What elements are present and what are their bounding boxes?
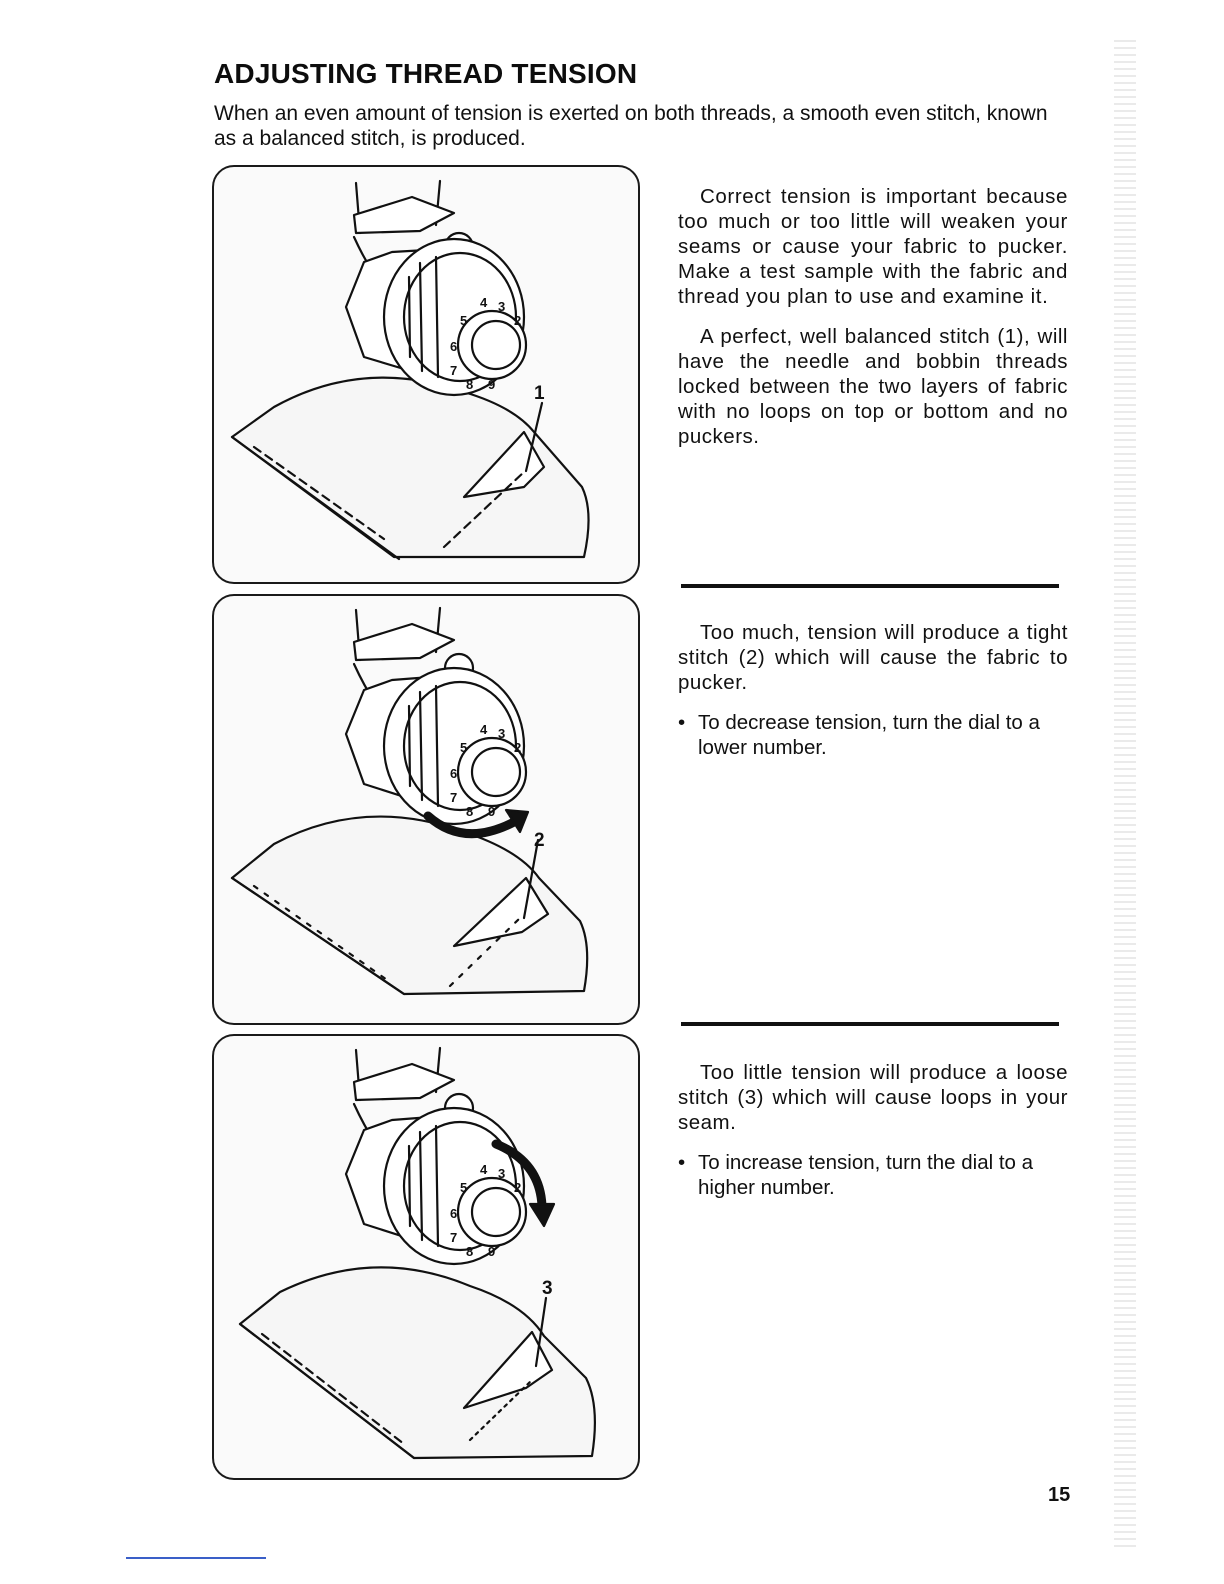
illustration-tight-stitch bbox=[212, 594, 640, 1025]
dial-number-2: 2 bbox=[514, 313, 522, 328]
dial-number-3: 3 bbox=[498, 726, 506, 741]
page-title: ADJUSTING THREAD TENSION bbox=[214, 58, 638, 89]
bottom-underline bbox=[126, 1557, 266, 1559]
dial-number-9: 9 bbox=[488, 1244, 496, 1259]
text-tight-stitch bbox=[678, 620, 1068, 760]
dial-number-5: 5 bbox=[460, 313, 468, 328]
intro-paragraph: When an even amount of tension is exerted on both threads, a smooth even stitch, known as a balanced stitch, is produced. bbox=[214, 102, 1048, 150]
tension-dial-illustration bbox=[214, 596, 638, 1023]
paragraph-balanced-stitch: A perfect, well balanced stitch (1), will have the needle and bobbin threads locked between the two layers of fabric with no loops on top or bottom and no puckers. bbox=[678, 325, 1068, 448]
dial-number-8: 8 bbox=[466, 1244, 474, 1259]
tension-dial-illustration bbox=[214, 167, 638, 582]
bullet-dot: • bbox=[678, 711, 686, 734]
bullet-decrease-text: To decrease tension, turn the dial to a lower number. bbox=[698, 711, 1040, 759]
dial-number-5: 5 bbox=[460, 740, 468, 755]
dial-number-2: 2 bbox=[514, 740, 522, 755]
dial-number-7: 7 bbox=[450, 790, 458, 805]
bullet-decrease-tension bbox=[678, 710, 1068, 760]
dial-number-4: 4 bbox=[480, 1162, 488, 1177]
dial-number-2: 2 bbox=[514, 1180, 522, 1195]
illustration-loose-stitch bbox=[212, 1034, 640, 1480]
section-divider-2 bbox=[681, 1022, 1059, 1026]
dial-number-6: 6 bbox=[450, 339, 458, 354]
illustration-balanced-stitch bbox=[212, 165, 640, 584]
callout-2: 2 bbox=[534, 830, 545, 851]
dial-number-9: 9 bbox=[488, 377, 496, 392]
dial-number-3: 3 bbox=[498, 1166, 506, 1181]
dial-number-4: 4 bbox=[480, 722, 488, 737]
bullet-increase-tension bbox=[678, 1150, 1068, 1200]
bullet-dot: • bbox=[678, 1151, 686, 1174]
paragraph-too-little-tension: Too little tension will produce a loose stitch (3) which will cause loops in your seam. bbox=[678, 1061, 1068, 1134]
dial-number-7: 7 bbox=[450, 1230, 458, 1245]
dial-number-5: 5 bbox=[460, 1180, 468, 1195]
scan-edge-artifact bbox=[1114, 40, 1136, 1550]
dial-number-6: 6 bbox=[450, 1206, 458, 1221]
dial-number-9: 9 bbox=[488, 804, 496, 819]
dial-number-4: 4 bbox=[480, 295, 488, 310]
page-number: 15 bbox=[1048, 1484, 1071, 1506]
text-balanced-stitch bbox=[678, 184, 1068, 464]
text-loose-stitch bbox=[678, 1060, 1068, 1200]
dial-number-7: 7 bbox=[450, 363, 458, 378]
paragraph-correct-tension: Correct tension is important because too much or too little will weaken your seams or cause your fabric to pucker. Make a test sample with the fabric and thread you plan to use and examine it. bbox=[678, 185, 1068, 308]
dial-number-8: 8 bbox=[466, 804, 474, 819]
section-divider-1 bbox=[681, 584, 1059, 588]
dial-number-8: 8 bbox=[466, 377, 474, 392]
paragraph-too-much-tension: Too much, tension will produce a tight stitch (2) which will cause the fabric to pucker. bbox=[678, 621, 1068, 694]
tension-dial-illustration bbox=[214, 1036, 638, 1478]
dial-number-6: 6 bbox=[450, 766, 458, 781]
callout-1: 1 bbox=[534, 383, 545, 404]
dial-number-3: 3 bbox=[498, 299, 506, 314]
bullet-increase-text: To increase tension, turn the dial to a higher number. bbox=[698, 1151, 1034, 1199]
callout-3: 3 bbox=[542, 1278, 553, 1299]
